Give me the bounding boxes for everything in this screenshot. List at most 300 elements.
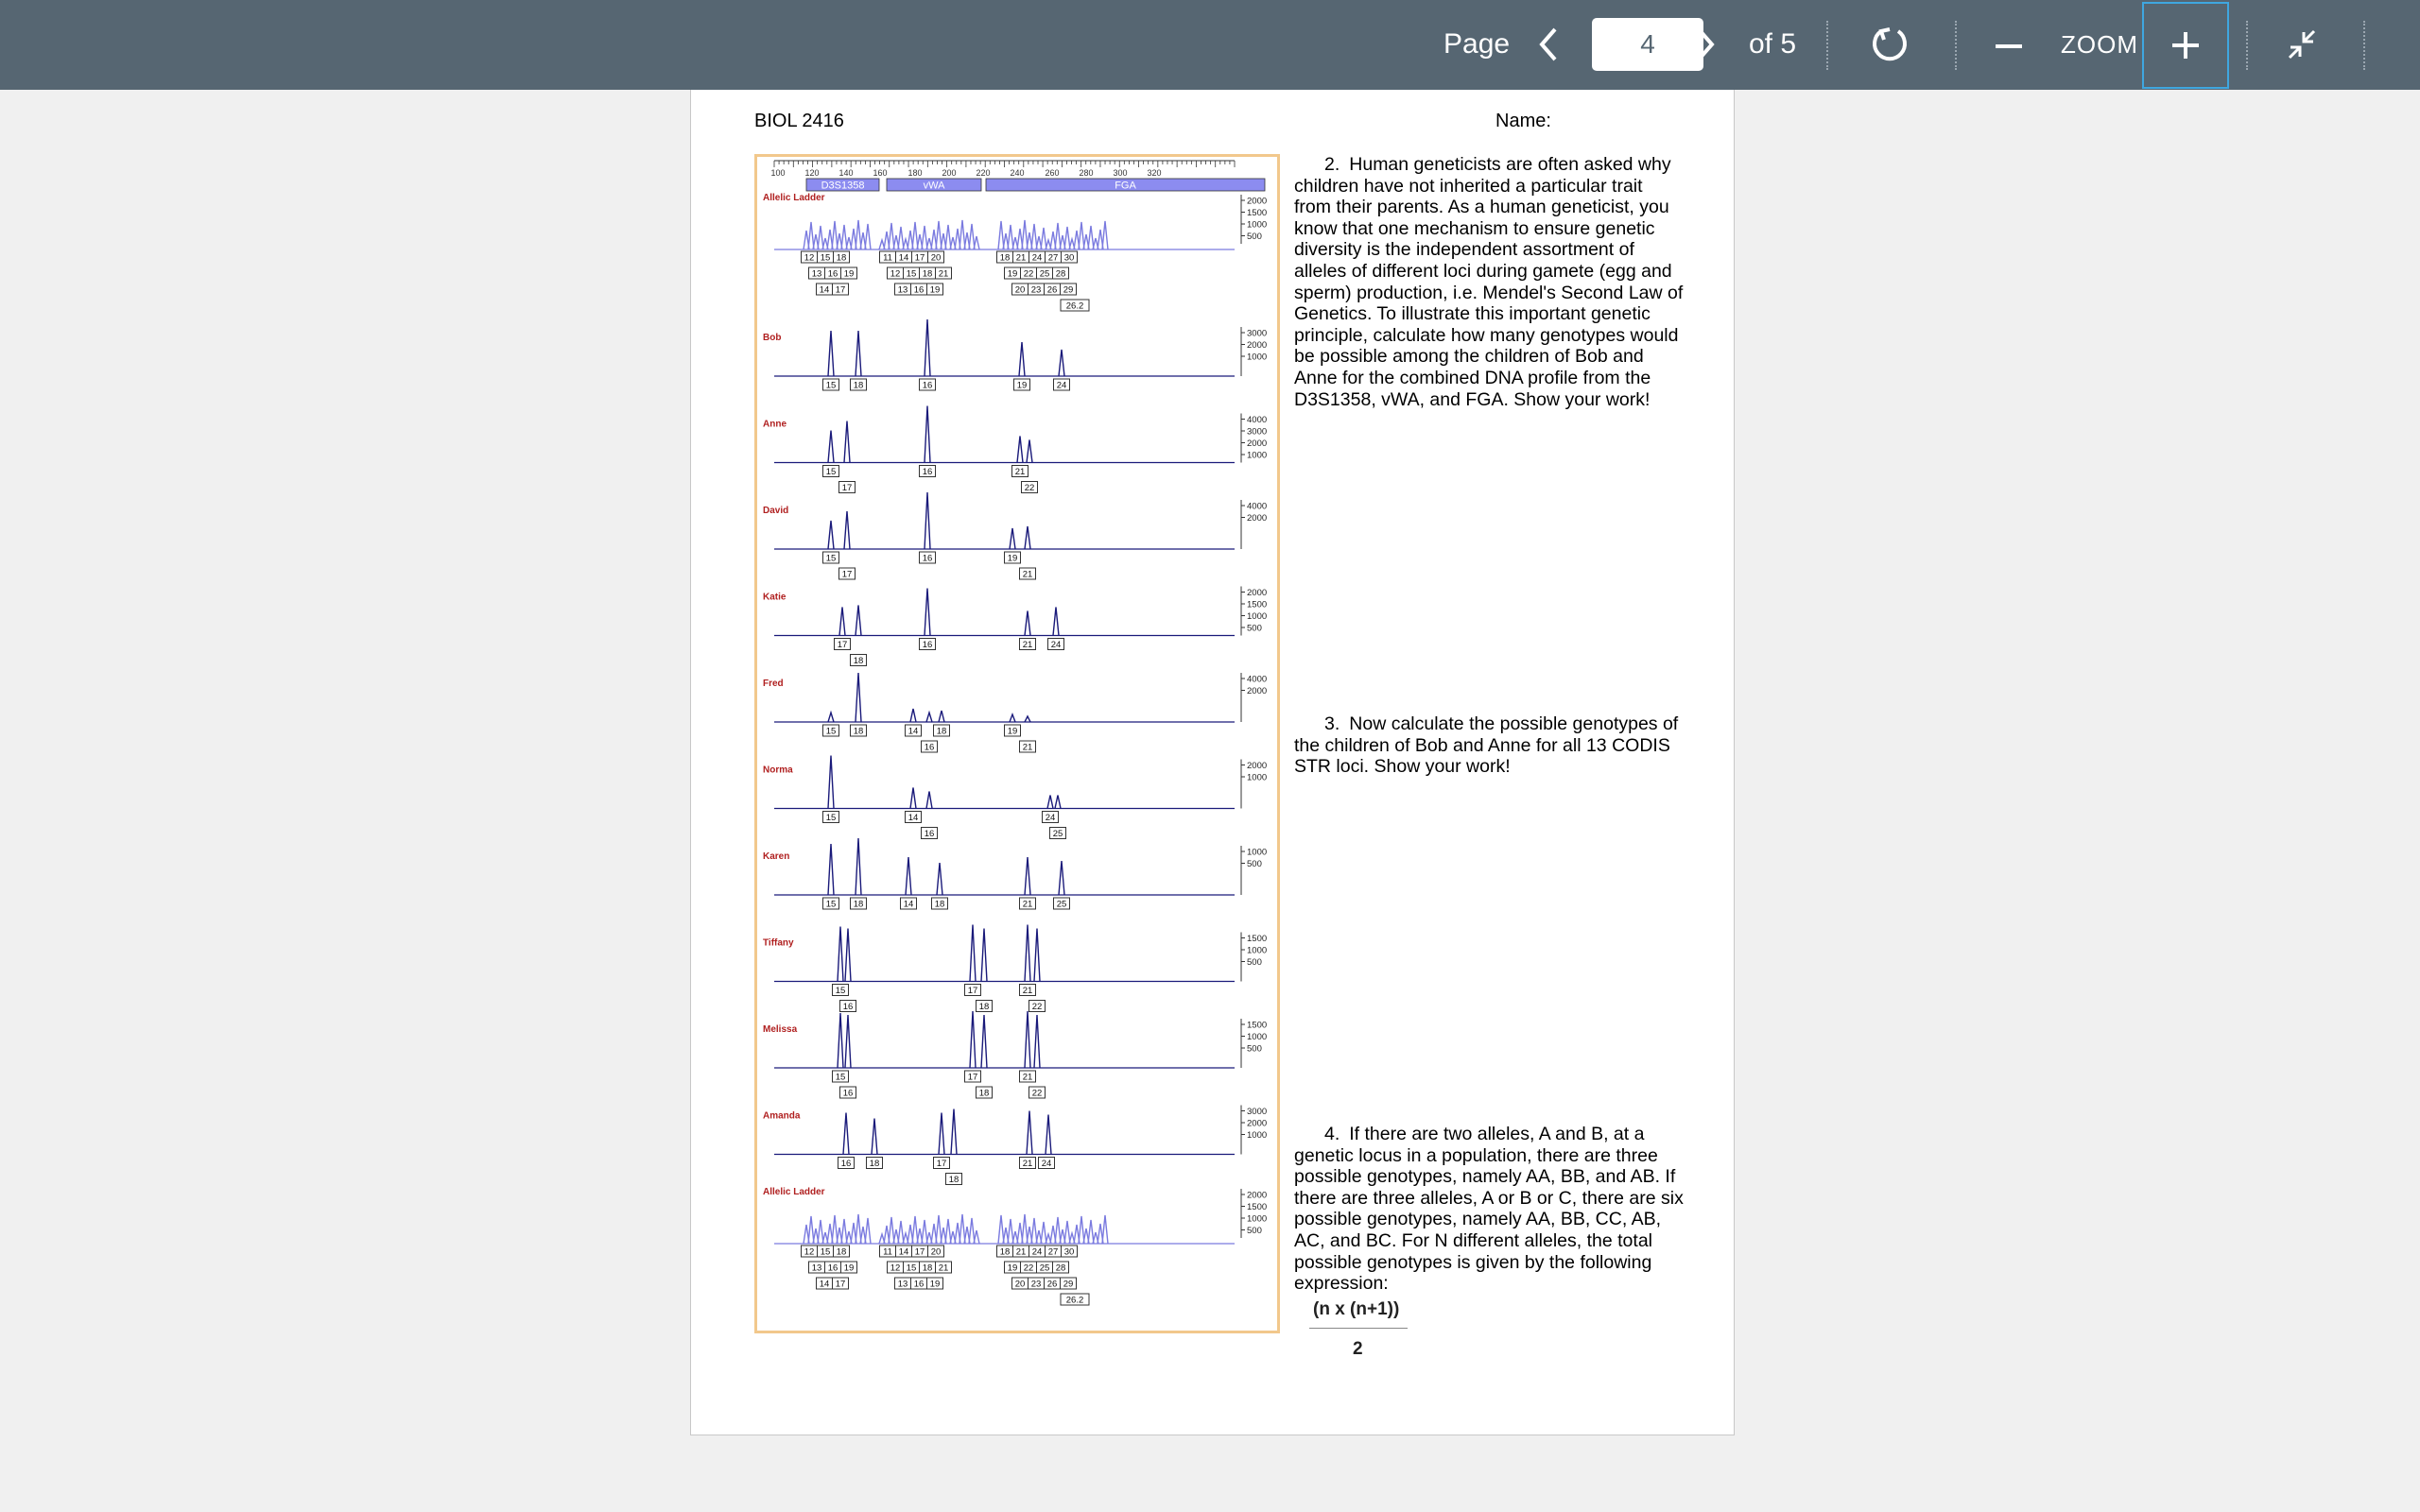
peak-ladder xyxy=(889,223,894,249)
peak-Norma xyxy=(926,792,932,809)
y-tick-label: 1500 xyxy=(1247,1020,1268,1031)
y-tick-label: 3000 xyxy=(1247,328,1268,339)
allele-label: 22 xyxy=(1031,1088,1043,1099)
allele-label: 16 xyxy=(922,640,933,650)
peak-ladder xyxy=(1102,221,1108,249)
page-total-label: of 5 xyxy=(1749,28,1797,60)
peak-ladder xyxy=(1031,224,1037,249)
allele-label: 18 xyxy=(853,899,864,910)
peak-Karen xyxy=(828,844,834,895)
y-tick-label: 1000 xyxy=(1247,847,1268,858)
allele-label: 24 xyxy=(1045,813,1056,823)
allele-label: 17 xyxy=(835,1279,846,1290)
peak-ladder xyxy=(969,1218,975,1244)
rotate-button[interactable] xyxy=(1867,22,1912,67)
allele-label: 24 xyxy=(1031,1246,1043,1258)
y-tick-label: 1000 xyxy=(1247,611,1268,622)
y-tick-label: 1000 xyxy=(1247,945,1268,956)
allele-label: 14 xyxy=(898,1246,909,1258)
allele-label: 15 xyxy=(825,726,837,737)
peak-Melissa xyxy=(1034,1015,1040,1068)
peak-Melissa xyxy=(845,1015,851,1068)
peak-ladder xyxy=(808,1216,814,1244)
size-tick-label: 200 xyxy=(942,168,957,178)
y-tick-label: 2000 xyxy=(1247,438,1268,449)
sample-name-label: Melissa xyxy=(763,1024,798,1035)
size-tick-label: 240 xyxy=(1010,168,1025,178)
peak-David xyxy=(925,492,930,549)
size-tick-label: 260 xyxy=(1045,168,1060,178)
allele-label: 14 xyxy=(819,1279,830,1290)
peak-ladder xyxy=(1008,1219,1013,1244)
allele-label: 28 xyxy=(1055,268,1066,280)
electropherogram-chart xyxy=(757,157,1277,1331)
allele-label: 30 xyxy=(1063,1246,1075,1258)
y-tick-label: 500 xyxy=(1247,623,1262,634)
peak-Anne xyxy=(1027,440,1032,463)
peak-ladder xyxy=(969,224,975,249)
peak-Karen xyxy=(937,863,942,895)
allele-label: 21 xyxy=(1015,1246,1027,1258)
y-tick-label: 4000 xyxy=(1247,415,1268,425)
allele-label: 21 xyxy=(938,268,949,280)
allele-label: 13 xyxy=(811,268,822,280)
sample-name-label: Katie xyxy=(763,592,786,603)
allele-label: 17 xyxy=(914,1246,925,1258)
peak-ladder xyxy=(818,226,823,249)
name-label: Name: xyxy=(1495,111,1551,131)
peak-Amanda xyxy=(939,1113,944,1155)
page-number-input[interactable]: 4 xyxy=(1592,18,1703,71)
peak-Karen xyxy=(1025,857,1030,895)
allele-label: 23 xyxy=(1030,284,1042,296)
y-tick-label: 2000 xyxy=(1247,588,1268,598)
allele-label: 24 xyxy=(1056,380,1067,391)
allele-label: 13 xyxy=(897,1279,908,1290)
peak-Fred xyxy=(828,713,834,722)
peak-Norma xyxy=(1047,796,1053,809)
peak-Melissa xyxy=(970,1011,976,1068)
allele-label: 25 xyxy=(1052,829,1063,839)
allele-label: 19 xyxy=(1007,726,1018,737)
next-page-button[interactable] xyxy=(1686,23,1724,66)
peak-Fred xyxy=(939,711,944,722)
size-tick-label: 120 xyxy=(804,168,820,178)
y-tick-label: 1000 xyxy=(1247,1213,1268,1225)
question-4 xyxy=(1294,1124,1684,1295)
fraction-bar xyxy=(1309,1328,1408,1329)
y-tick-label: 500 xyxy=(1247,859,1262,869)
peak-Katie xyxy=(925,589,930,636)
toolbar xyxy=(0,0,2420,90)
peak-Karen xyxy=(1059,861,1064,895)
question-3-text: Now calculate the possible genotypes of the children of Bob and Anne for all 13 CODIS STR loci. Show your work! xyxy=(1294,713,1679,778)
allele-label: 22 xyxy=(1024,483,1035,493)
course-title: BIOL 2416 xyxy=(754,111,844,131)
allele-label: 21 xyxy=(1022,1072,1033,1083)
allele-label: 14 xyxy=(898,252,909,264)
locus-label: FGA xyxy=(1115,180,1136,192)
question-2-number: 2. xyxy=(1324,154,1340,175)
allele-label: 22 xyxy=(1023,268,1034,280)
document-page xyxy=(690,90,1735,1435)
peak-Fred xyxy=(926,713,932,722)
allele-label: 25 xyxy=(1056,899,1067,910)
peak-ladder xyxy=(1008,225,1013,249)
peak-ladder xyxy=(945,225,951,249)
allele-label: 16 xyxy=(827,1263,838,1274)
allele-label: 14 xyxy=(819,284,830,296)
allele-label: 20 xyxy=(930,1246,942,1258)
allele-label: 22 xyxy=(1023,1263,1034,1274)
allele-label: 26 xyxy=(1046,284,1058,296)
allele-label: 25 xyxy=(1039,268,1050,280)
peak-Fred xyxy=(1025,716,1030,722)
allele-label: 18 xyxy=(922,1263,933,1274)
peak-Tiffany xyxy=(838,927,843,982)
peak-Tiffany xyxy=(1034,929,1040,982)
allele-label: 18 xyxy=(836,1246,847,1258)
peak-David xyxy=(844,511,850,549)
allele-label: 19 xyxy=(843,1263,855,1274)
question-3 xyxy=(1294,713,1684,778)
y-tick-label: 1000 xyxy=(1247,1032,1268,1042)
peak-ladder xyxy=(912,222,918,249)
locus-label: D3S1358 xyxy=(821,180,865,192)
allele-label: 25 xyxy=(1039,1263,1050,1274)
allele-label: 16 xyxy=(840,1159,852,1169)
peak-Anne xyxy=(1017,437,1023,463)
peak-David xyxy=(828,521,834,549)
allele-label: 18 xyxy=(978,1002,990,1012)
peak-ladder xyxy=(922,1220,927,1244)
peak-Amanda xyxy=(843,1113,849,1155)
peak-ladder xyxy=(1088,226,1094,249)
peak-Tiffany xyxy=(1025,925,1030,982)
allele-label: 18 xyxy=(978,1088,990,1099)
allele-label: 19 xyxy=(1007,1263,1018,1274)
allele-label: 11 xyxy=(883,1246,892,1258)
peak-ladder xyxy=(841,1219,847,1244)
toolbar-divider xyxy=(1955,21,1957,70)
y-tick-label: 1000 xyxy=(1247,772,1268,783)
peak-ladder xyxy=(808,222,814,249)
y-tick-label: 2000 xyxy=(1247,513,1268,524)
y-tick-label: 500 xyxy=(1247,232,1262,242)
size-tick-label: 220 xyxy=(976,168,991,178)
peak-Norma xyxy=(1055,796,1061,809)
peak-ladder xyxy=(1041,1222,1046,1244)
allele-label: 16 xyxy=(924,829,935,839)
peak-ladder xyxy=(898,1221,904,1244)
toolbar-divider xyxy=(1826,21,1828,70)
allele-label: 30 xyxy=(1063,252,1075,264)
allele-label: 19 xyxy=(929,284,941,296)
allele-label: 16 xyxy=(922,380,933,391)
peak-Fred xyxy=(1010,714,1015,722)
sample-name-label: Amanda xyxy=(763,1110,801,1122)
allele-label: 21 xyxy=(1022,569,1033,580)
peak-Anne xyxy=(925,406,930,463)
allele-label: 18 xyxy=(936,726,947,737)
y-tick-label: 2000 xyxy=(1247,686,1268,696)
question-3-number: 3. xyxy=(1324,713,1340,734)
formula-denominator: 2 xyxy=(1353,1339,1363,1359)
peak-ladder xyxy=(1102,1215,1108,1244)
y-tick-label: 1000 xyxy=(1247,450,1268,461)
allele-label: 21 xyxy=(1022,640,1033,650)
peak-David xyxy=(1025,526,1030,549)
size-tick-label: 100 xyxy=(770,168,786,178)
chevron-right-icon xyxy=(1686,23,1724,66)
dna-profile-figure xyxy=(754,154,1280,1333)
sample-name-label: Allelic Ladder xyxy=(763,1187,825,1197)
allele-label: 16 xyxy=(842,1002,854,1012)
y-tick-label: 1000 xyxy=(1247,1130,1268,1141)
peak-Karen xyxy=(906,857,911,895)
allele-label: 29 xyxy=(1063,284,1074,296)
peak-ladder xyxy=(974,236,979,249)
allele-label: 19 xyxy=(843,268,855,280)
allele-label: 23 xyxy=(1030,1279,1042,1290)
peak-Bob xyxy=(856,331,861,376)
peak-ladder xyxy=(898,227,904,249)
allele-label: 27 xyxy=(1047,252,1059,264)
allele-label: 14 xyxy=(908,726,919,737)
peak-ladder xyxy=(1088,1220,1094,1244)
allele-label: 21 xyxy=(1022,1159,1033,1169)
y-tick-label: 4000 xyxy=(1247,674,1268,685)
allele-label: 16 xyxy=(827,268,838,280)
allele-label: 11 xyxy=(883,252,892,264)
peak-ladder xyxy=(865,224,871,249)
peak-Anne xyxy=(844,421,850,463)
y-tick-label: 3000 xyxy=(1247,426,1268,438)
y-tick-label: 2000 xyxy=(1247,1118,1268,1129)
peak-ladder xyxy=(945,1219,951,1244)
allele-label: 22 xyxy=(1031,1002,1043,1012)
peak-David xyxy=(1010,528,1015,549)
y-tick-label: 500 xyxy=(1247,1226,1262,1236)
sample-name-label: Fred xyxy=(763,679,784,689)
peak-Bob xyxy=(1059,350,1064,376)
allele-label: 16 xyxy=(922,467,933,477)
plus-icon xyxy=(2144,4,2227,87)
allele-label: 15 xyxy=(825,467,837,477)
allele-label: 17 xyxy=(936,1159,947,1169)
allele-label: 18 xyxy=(948,1175,959,1185)
peak-ladder xyxy=(974,1230,979,1244)
collapse-icon xyxy=(2278,23,2325,66)
sample-name-label: Anne xyxy=(763,419,786,430)
peak-ladder xyxy=(1064,1221,1070,1244)
sample-name-label: Tiffany xyxy=(763,937,794,949)
y-tick-label: 4000 xyxy=(1247,501,1268,512)
sample-name-label: Allelic Ladder xyxy=(763,193,825,203)
y-tick-label: 2000 xyxy=(1247,761,1268,771)
allele-label: 12 xyxy=(804,252,815,264)
minus-icon xyxy=(1990,23,2028,66)
peak-Amanda xyxy=(872,1119,877,1155)
peak-Melissa xyxy=(1025,1011,1030,1068)
peak-Fred xyxy=(910,709,916,722)
allele-label: 19 xyxy=(1007,268,1018,280)
allele-label: 15 xyxy=(825,380,837,391)
allele-label: 15 xyxy=(825,553,837,564)
allele-label: 21 xyxy=(1022,899,1033,910)
allele-label: 21 xyxy=(1014,467,1026,477)
y-tick-label: 1000 xyxy=(1247,219,1268,231)
allele-label: 16 xyxy=(842,1088,854,1099)
y-tick-label: 500 xyxy=(1247,957,1262,968)
sample-name-label: Karen xyxy=(763,851,790,862)
locus-label: vWA xyxy=(923,180,945,192)
peak-ladder xyxy=(818,1220,823,1244)
peak-ladder xyxy=(922,226,927,249)
y-tick-label: 1000 xyxy=(1247,352,1268,363)
y-tick-label: 2000 xyxy=(1247,196,1268,207)
allele-label: 17 xyxy=(837,640,848,650)
allele-label: 15 xyxy=(825,899,837,910)
allele-label: 18 xyxy=(869,1159,880,1169)
chevron-left-icon xyxy=(1530,23,1567,66)
allele-label: 27 xyxy=(1047,1246,1059,1258)
allele-label: 19 xyxy=(1007,553,1018,564)
exit-fullscreen-button[interactable] xyxy=(2278,23,2325,66)
size-tick-label: 180 xyxy=(908,168,923,178)
allele-label: 24 xyxy=(1041,1159,1052,1169)
allele-label: 26 xyxy=(1046,1279,1058,1290)
allele-label: 15 xyxy=(820,1246,831,1258)
peak-Amanda xyxy=(951,1109,957,1155)
allele-label: 19 xyxy=(929,1279,941,1290)
allele-label: 15 xyxy=(906,268,917,280)
peak-ladder xyxy=(841,225,847,249)
allele-label: 24 xyxy=(1031,252,1043,264)
peak-Fred xyxy=(856,673,861,722)
peak-Katie xyxy=(1025,611,1030,636)
allele-label: 18 xyxy=(999,1246,1011,1258)
allele-label: 21 xyxy=(938,1263,949,1274)
peak-ladder xyxy=(1055,1217,1061,1244)
peak-Tiffany xyxy=(981,929,987,982)
peak-Norma xyxy=(828,756,834,809)
peak-Bob xyxy=(828,331,834,376)
allele-label: 18 xyxy=(836,252,847,264)
y-tick-label: 1500 xyxy=(1247,1202,1268,1212)
peak-ladder xyxy=(1031,1218,1037,1244)
allele-label: 13 xyxy=(811,1263,822,1274)
peak-Melissa xyxy=(981,1015,987,1068)
peak-Anne xyxy=(828,431,834,463)
allele-label: 15 xyxy=(835,1072,846,1083)
allele-label: 26.2 xyxy=(1065,301,1084,312)
allele-label: 20 xyxy=(1014,284,1026,296)
peak-Bob xyxy=(1019,342,1025,376)
peak-Tiffany xyxy=(845,929,851,982)
peak-Katie xyxy=(839,608,845,636)
allele-label: 14 xyxy=(903,899,914,910)
allele-label: 15 xyxy=(906,1263,917,1274)
y-tick-label: 500 xyxy=(1247,1043,1262,1055)
toolbar-divider xyxy=(2363,21,2365,70)
allele-label: 26.2 xyxy=(1065,1295,1084,1306)
allele-label: 12 xyxy=(804,1246,815,1258)
peak-Amanda xyxy=(1027,1111,1032,1155)
question-4-number: 4. xyxy=(1324,1124,1340,1144)
allele-label: 17 xyxy=(967,986,978,996)
allele-label: 20 xyxy=(930,252,942,264)
zoom-in-button[interactable] xyxy=(2142,2,2229,89)
peak-Tiffany xyxy=(970,925,976,982)
allele-label: 17 xyxy=(835,284,846,296)
allele-label: 18 xyxy=(999,252,1011,264)
peak-ladder xyxy=(1055,223,1061,249)
peak-ladder xyxy=(912,1216,918,1244)
allele-label: 12 xyxy=(890,268,901,280)
allele-label: 16 xyxy=(922,553,933,564)
page-label: Page xyxy=(1443,28,1511,60)
allele-label: 15 xyxy=(835,986,846,996)
peak-Katie xyxy=(1053,608,1059,636)
formula-numerator: (n x (n+1)) xyxy=(1313,1299,1400,1319)
allele-label: 18 xyxy=(853,380,864,391)
allele-label: 21 xyxy=(1015,252,1027,264)
sample-name-label: Bob xyxy=(763,333,782,343)
y-tick-label: 1500 xyxy=(1247,599,1268,610)
allele-label: 18 xyxy=(853,726,864,737)
previous-page-button[interactable] xyxy=(1530,23,1567,66)
toolbar-divider xyxy=(2246,21,2248,70)
size-tick-label: 320 xyxy=(1147,168,1162,178)
allele-label: 28 xyxy=(1055,1263,1066,1274)
zoom-label: ZOOM xyxy=(2061,30,2138,59)
allele-label: 17 xyxy=(914,252,925,264)
zoom-out-button[interactable] xyxy=(1990,23,2028,66)
sample-name-label: David xyxy=(763,506,789,516)
size-tick-label: 160 xyxy=(873,168,888,178)
allele-label: 17 xyxy=(841,569,853,580)
peak-Norma xyxy=(910,788,916,809)
allele-label: 16 xyxy=(924,742,935,753)
peak-ladder xyxy=(1041,228,1046,249)
allele-label: 13 xyxy=(897,284,908,296)
y-tick-label: 3000 xyxy=(1247,1107,1268,1117)
y-tick-label: 1500 xyxy=(1247,934,1268,944)
peak-Amanda xyxy=(1046,1115,1051,1155)
y-tick-label: 1500 xyxy=(1247,208,1268,218)
peak-Bob xyxy=(925,319,930,376)
size-tick-label: 300 xyxy=(1113,168,1128,178)
allele-label: 20 xyxy=(1014,1279,1026,1290)
peak-ladder xyxy=(1079,1216,1084,1244)
peak-ladder xyxy=(889,1217,894,1244)
peak-ladder xyxy=(1079,222,1084,249)
allele-label: 12 xyxy=(890,1263,901,1274)
peak-Melissa xyxy=(838,1013,843,1068)
question-4-text: If there are two alleles, A and B, at a genetic locus in a population, there are three possible genotypes, namely AA, BB, and AB. If there are three alleles, A or B or C, there are six possible genotypes, namely AA, BB, CC, AB, AC, and BC. For N different alleles, the total possible genotypes is given by the following expression: xyxy=(1294,1124,1684,1295)
allele-label: 18 xyxy=(922,268,933,280)
sample-name-label: Norma xyxy=(763,765,793,776)
allele-label: 21 xyxy=(1022,986,1033,996)
y-tick-label: 2000 xyxy=(1247,1190,1268,1201)
rotate-icon xyxy=(1867,22,1912,67)
allele-label: 29 xyxy=(1063,1279,1074,1290)
peak-ladder xyxy=(1064,227,1070,249)
peak-ladder xyxy=(865,1218,871,1244)
allele-label: 18 xyxy=(853,656,864,666)
allele-label: 15 xyxy=(825,813,837,823)
